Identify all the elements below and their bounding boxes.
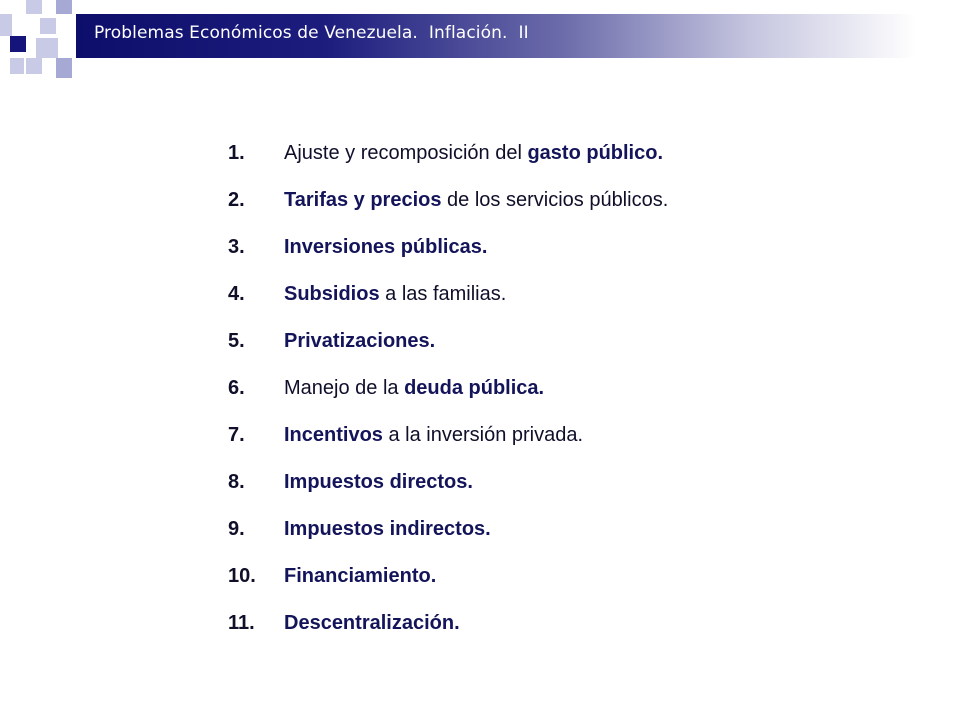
list-item-bold-text: Impuestos indirectos. (284, 518, 491, 540)
list-item-text: Manejo de la (284, 377, 405, 399)
list-item-number: 11. (228, 612, 255, 634)
decorative-square (26, 0, 42, 14)
list-item-number: 4. (228, 283, 245, 305)
list-item (228, 467, 668, 514)
decorative-square (56, 58, 72, 78)
list-item-bold-text: Financiamiento. (284, 565, 437, 587)
list-item-bold-text: Impuestos directos. (284, 471, 473, 493)
list-item-bold-text: deuda pública. (404, 377, 545, 399)
list-item (228, 514, 668, 561)
list-item-bold-text: gasto público. (527, 142, 664, 164)
page-title: Problemas Económicos de Venezuela. Inflación. II (94, 23, 529, 43)
list-item-bold-text: Incentivos (284, 424, 383, 446)
decorative-square (10, 58, 24, 74)
numbered-list (228, 138, 668, 655)
decorative-square (26, 58, 42, 74)
list-item-number: 8. (228, 471, 245, 493)
list-item (228, 561, 668, 608)
list-item-number: 6. (228, 377, 245, 399)
decorative-square (36, 38, 58, 58)
list-item-number: 9. (228, 518, 245, 540)
list-item (228, 373, 668, 420)
list-item-bold-text: Subsidios (284, 283, 380, 305)
list-item (228, 420, 668, 467)
decorative-square (0, 14, 12, 36)
list-item-number: 10. (228, 565, 256, 587)
decorative-square (56, 0, 72, 14)
list-item-number: 2. (228, 189, 245, 211)
list-item-text: Ajuste y recomposición del (284, 142, 528, 164)
list-item-text: a la inversión privada. (382, 424, 584, 446)
list-item-number: 3. (228, 236, 245, 258)
list-item (228, 608, 668, 655)
list-item (228, 279, 668, 326)
list-item-bold-text: Privatizaciones. (284, 330, 436, 352)
list-item (228, 138, 668, 185)
list-item-bold-text: Inversiones públicas. (284, 236, 488, 258)
list-item-bold-text: Descentralización. (284, 612, 460, 634)
list-item-number: 7. (228, 424, 245, 446)
list-item-number: 5. (228, 330, 245, 352)
list-item-number: 1. (228, 142, 245, 164)
decorative-square (40, 18, 56, 34)
decorative-square (10, 36, 26, 52)
list-item-text: de los servicios públicos. (441, 189, 669, 211)
list-item-bold-text: Tarifas y precios (284, 189, 442, 211)
list-item (228, 185, 668, 232)
list-item (228, 326, 668, 373)
list-item (228, 232, 668, 279)
list-item-text: a las familias. (379, 283, 507, 305)
